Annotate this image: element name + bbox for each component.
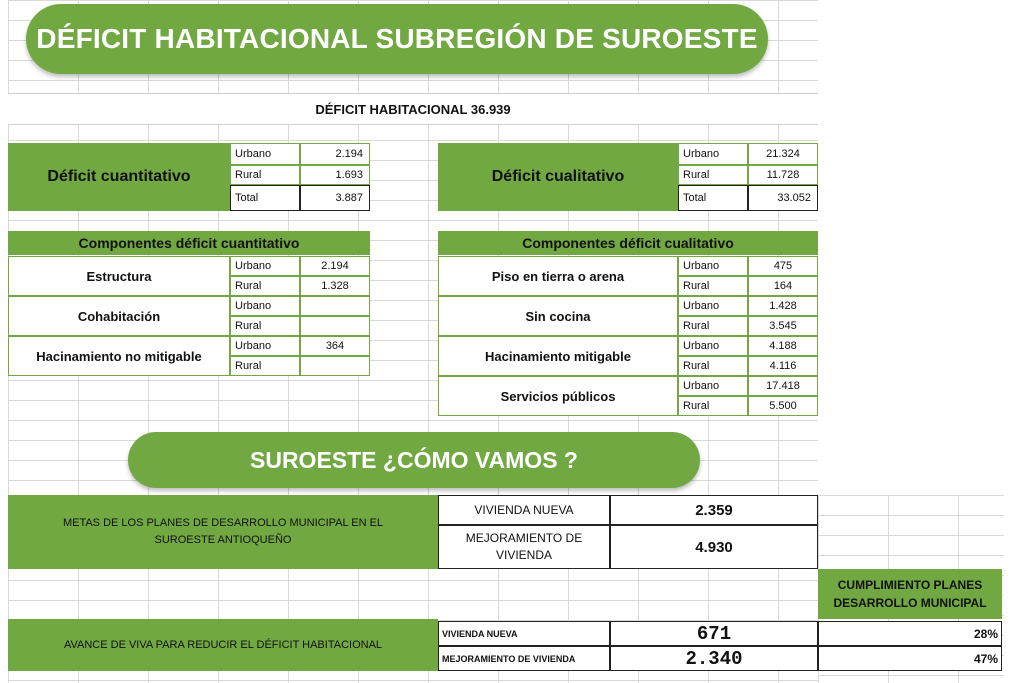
comp-cuantitativo-rural-label: Rural [230, 316, 300, 336]
meta-mejoramiento-value: 4.930 [610, 525, 818, 569]
comp-cualitativo-urbano-label: Urbano [678, 256, 748, 276]
comp-cualitativo-item-name: Hacinamiento mitigable [438, 336, 678, 376]
avance-mejoramiento-pct: 47% [818, 646, 1002, 671]
comp-cualitativo-urbano-value: 475 [748, 256, 818, 276]
comp-cuantitativo-header: Componentes déficit cuantitativo [8, 231, 370, 255]
total-deficit-label: DÉFICIT HABITACIONAL 36.939 [315, 101, 511, 117]
comp-cuantitativo-urbano-label: Urbano [230, 256, 300, 276]
comp-cualitativo-item-name: Piso en tierra o arena [438, 256, 678, 296]
meta-vivienda-nueva-label: VIVIENDA NUEVA [438, 495, 610, 525]
comp-cuantitativo-urbano-value: 364 [300, 336, 370, 356]
cumplimiento-header: CUMPLIMIENTO PLANES DESARROLLO MUNICIPAL [818, 569, 1002, 619]
cualitativo-urbano-label: Urbano [678, 143, 748, 165]
cualitativo-urbano-value: 21.324 [748, 143, 818, 165]
comp-cualitativo-rural-value: 5.500 [748, 396, 818, 416]
comp-cualitativo-rural-value: 3.545 [748, 316, 818, 336]
comp-cuantitativo-item-name: Estructura [8, 256, 230, 296]
avance-vivienda-nueva-pct: 28% [818, 621, 1002, 646]
deficit-cualitativo-label: Déficit cualitativo [438, 143, 678, 211]
comp-cuantitativo-rural-label: Rural [230, 276, 300, 296]
comp-cuantitativo-urbano-value [300, 296, 370, 316]
comp-cuantitativo-urbano-label: Urbano [230, 336, 300, 356]
comp-cualitativo-item-name: Sin cocina [438, 296, 678, 336]
comp-cualitativo-rural-value: 164 [748, 276, 818, 296]
comp-cualitativo-urbano-value: 4.188 [748, 336, 818, 356]
avance-vivienda-nueva-label: VIVIENDA NUEVA [438, 621, 610, 646]
cualitativo-total-label: Total [678, 185, 748, 211]
total-deficit-row [8, 93, 818, 125]
comp-cuantitativo-item-name: Hacinamiento no mitigable [8, 336, 230, 376]
cuantitativo-urbano-value: 2.194 [300, 143, 370, 165]
avance-mejoramiento-value: 2.340 [610, 646, 818, 671]
cuantitativo-total-label: Total [230, 185, 300, 211]
comp-cualitativo-rural-label: Rural [678, 276, 748, 296]
metas-label: METAS DE LOS PLANES DE DESARROLLO MUNICIPAL EN EL SUROESTE ANTIOQUEÑO [8, 495, 438, 569]
cualitativo-rural-value: 11.728 [748, 165, 818, 185]
comp-cualitativo-rural-label: Rural [678, 396, 748, 416]
meta-mejoramiento-label: MEJORAMIENTO DE VIVIENDA [438, 525, 610, 569]
comp-cualitativo-header: Componentes déficit cualitativo [438, 231, 818, 255]
cuantitativo-rural-label: Rural [230, 165, 300, 185]
comp-cualitativo-rural-value: 4.116 [748, 356, 818, 376]
cuantitativo-urbano-label: Urbano [230, 143, 300, 165]
cuantitativo-rural-value: 1.693 [300, 165, 370, 185]
comp-cuantitativo-rural-label: Rural [230, 356, 300, 376]
comp-cuantitativo-rural-value: 1.328 [300, 276, 370, 296]
avance-label: AVANCE DE VIVA PARA REDUCIR EL DÉFICIT HABITACIONAL [8, 619, 438, 671]
deficit-cuantitativo-label: Déficit cuantitativo [8, 143, 230, 211]
comp-cualitativo-urbano-value: 1.428 [748, 296, 818, 316]
comp-cualitativo-rural-label: Rural [678, 356, 748, 376]
comp-cualitativo-urbano-label: Urbano [678, 376, 748, 396]
cualitativo-rural-label: Rural [678, 165, 748, 185]
cuantitativo-total-value: 3.887 [300, 185, 370, 211]
page-title: DÉFICIT HABITACIONAL SUBREGIÓN DE SUROESTE [26, 4, 768, 74]
section-title-como-vamos: SUROESTE ¿CÓMO VAMOS ? [128, 432, 700, 488]
comp-cuantitativo-rural-value [300, 316, 370, 336]
comp-cuantitativo-rural-value [300, 356, 370, 376]
comp-cuantitativo-urbano-label: Urbano [230, 296, 300, 316]
meta-vivienda-nueva-value: 2.359 [610, 495, 818, 525]
comp-cuantitativo-item-name: Cohabitación [8, 296, 230, 336]
comp-cuantitativo-urbano-value: 2.194 [300, 256, 370, 276]
comp-cualitativo-item-name: Servicios públicos [438, 376, 678, 416]
comp-cualitativo-urbano-label: Urbano [678, 336, 748, 356]
avance-vivienda-nueva-value: 671 [610, 621, 818, 646]
avance-mejoramiento-label: MEJORAMIENTO DE VIVIENDA [438, 646, 610, 671]
comp-cualitativo-rural-label: Rural [678, 316, 748, 336]
comp-cualitativo-urbano-value: 17.418 [748, 376, 818, 396]
cualitativo-total-value: 33.052 [748, 185, 818, 211]
comp-cualitativo-urbano-label: Urbano [678, 296, 748, 316]
